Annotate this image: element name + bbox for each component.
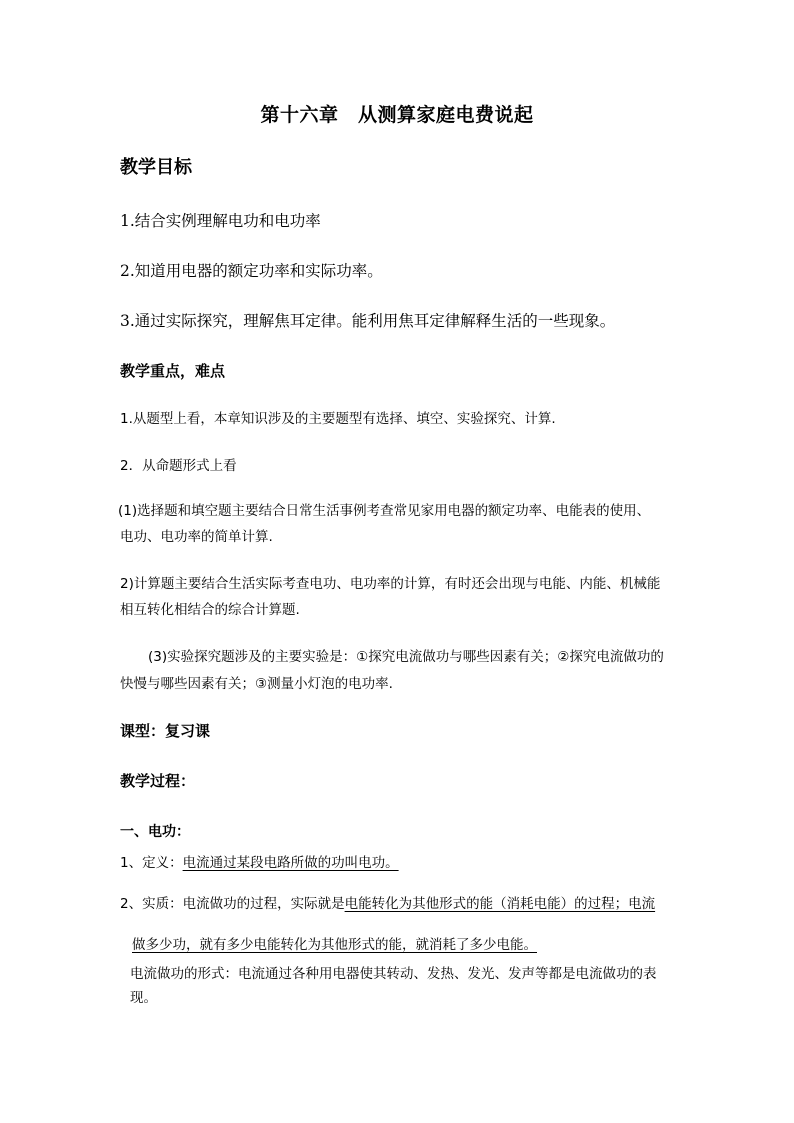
- objectives-heading: 教学目标: [120, 157, 192, 178]
- key-points-paragraph-5-line-1: (3)实验探究题涉及的主要实验是：①探究电流做功与哪些因素有关；②探究电流做功的: [148, 649, 664, 665]
- definition-prefix: 1、定义：: [120, 855, 183, 871]
- key-points-paragraph-3-line-2: 电功、电功率的简单计算.: [120, 529, 273, 545]
- key-points-paragraph-2: 2．从命题形式上看: [120, 458, 237, 474]
- course-type-label: 课型：复习课: [120, 722, 211, 740]
- objective-item-2: 2.知道用电器的额定功率和实际功率。: [120, 262, 383, 280]
- key-points-paragraph-3-line-1: (1)选择题和填空题主要结合日常生活事例考查常见家用电器的额定功率、电能表的使用、: [118, 503, 651, 519]
- process-heading: 教学过程：: [120, 772, 196, 790]
- essence-line-2: 做多少功，就有多少电能转化为其他形式的能，就消耗了多少电能。: [132, 937, 537, 953]
- work-form-line-1: 电流做功的形式：电流通过各种用电器使其转动、发热、发光、发声等都是电流做功的表: [130, 966, 657, 982]
- section-electric-work-heading: 一、电功：: [120, 824, 190, 840]
- essence-prefix: 2、实质：电流做功的过程，实际就是: [120, 896, 345, 912]
- key-points-heading: 教学重点，难点: [120, 362, 226, 380]
- essence-line-1: [120, 898, 655, 912]
- work-form-line-2: 现。: [130, 990, 157, 1006]
- key-points-paragraph-5-line-2: 快慢与哪些因素有关；③测量小灯泡的电功率.: [120, 676, 393, 692]
- definition-line: [120, 857, 399, 871]
- key-points-paragraph-4-line-2: 相互转化相结合的综合计算题.: [120, 602, 300, 618]
- key-points-paragraph-1: 1.从题型上看，本章知识涉及的主要题型有选择、填空、实验探究、计算.: [120, 411, 556, 427]
- essence-underlined-text: 电能转化为其他形式的能（消耗电能）的过程；电流: [344, 896, 656, 912]
- page-title: 第十六章 从测算家庭电费说起: [260, 104, 534, 126]
- key-points-paragraph-4-line-1: 2)计算题主要结合生活实际考查电功、电功率的计算，有时还会出现与电能、内能、机械能: [120, 576, 661, 592]
- objective-item-3: 3.通过实际探究，理解焦耳定律。能利用焦耳定律解释生活的一些现象。: [120, 312, 616, 330]
- definition-body: 电流通过某段电路所做的功叫电功。: [182, 855, 399, 871]
- objective-item-1: 1.结合实例理解电功和电功率: [120, 212, 321, 230]
